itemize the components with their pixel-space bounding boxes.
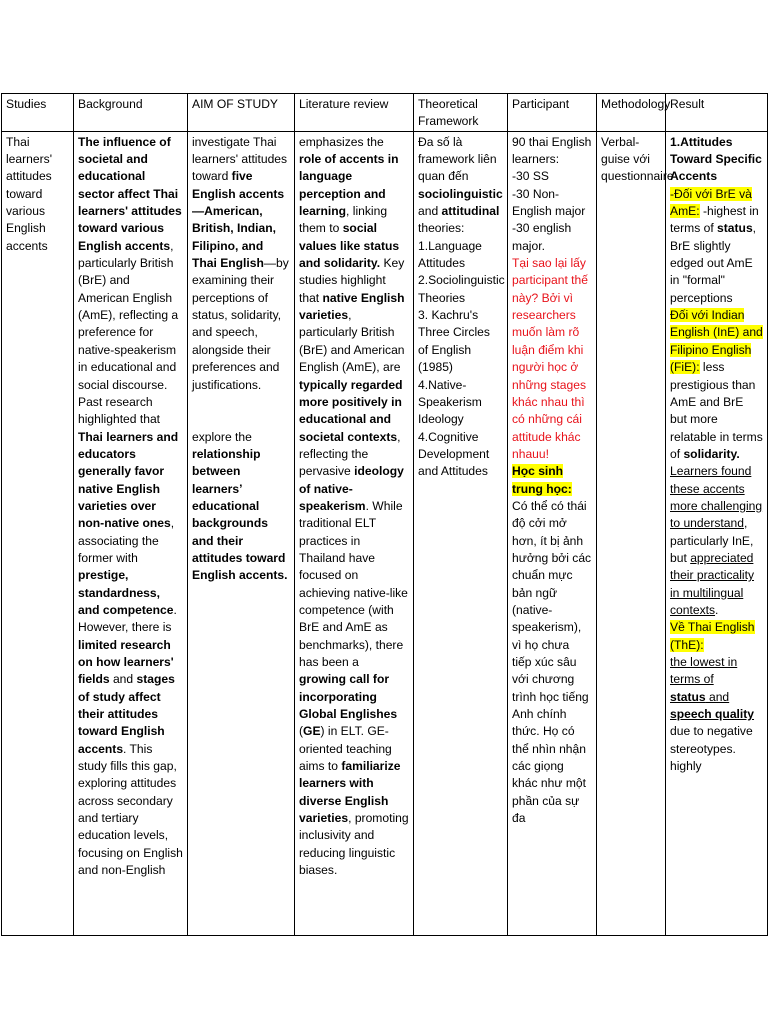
text-run: (	[299, 724, 304, 739]
text-run: emphasizes the	[299, 134, 384, 149]
cell-background	[74, 131, 188, 935]
cell-participant	[508, 131, 597, 935]
text-run: ,	[752, 221, 757, 236]
header-background: Background	[74, 94, 188, 132]
text-run: Key studies highlight that	[299, 256, 405, 305]
text-run: less prestigious than AmE and BrE but more relatable in terms of	[670, 360, 763, 461]
text-run: native English varieties	[299, 290, 405, 323]
participant-line: -30 SS	[512, 169, 549, 184]
text-run: ideology of native-speakerism	[299, 464, 404, 513]
text-run: status	[670, 689, 706, 704]
cell-literature-review	[295, 131, 414, 935]
header-literature-review: Literature review	[295, 94, 414, 132]
text-run: Đa số là framework liên quan đến	[418, 134, 497, 184]
text-run: familiarize learners with diverse English varieties	[299, 759, 401, 826]
cell-result	[666, 131, 768, 935]
text-run: . While traditional ELT practices in Thailand have focused on achieving native-like competence (with BrE and AmE as benchmarks), there has been a	[299, 498, 408, 669]
header-methodology: Methodology	[597, 94, 666, 132]
text-run: relationship between learners’ educational backgrounds and their attitudes toward English accents.	[192, 446, 288, 583]
header-result: Result	[666, 94, 768, 132]
text-run: sociolinguistic	[418, 186, 503, 201]
theoretical-intro	[418, 134, 503, 238]
text-run: , particularly InE, but	[670, 516, 754, 565]
text-run: investigate Thai learners' attitudes toward	[192, 134, 288, 184]
background-text	[78, 134, 183, 880]
participant-line: -30 english major.	[512, 221, 572, 253]
text-run: Learners found these accents more challenging to understand	[670, 464, 763, 531]
text-run: due to negative stereotypes. highly	[670, 724, 753, 774]
table-row	[2, 131, 768, 935]
text-run: , particularly British (BrE) and American English (AmE), are	[299, 308, 405, 375]
cell-methodology	[597, 131, 674, 935]
text-run: stages of study affect their attitudes toward English accents	[78, 672, 175, 756]
summary-table	[1, 93, 768, 936]
cell-studies	[2, 131, 74, 935]
text-run: role of accents in language perception and learning	[299, 152, 399, 219]
text-run: -Đối với BrE và AmE:	[670, 186, 752, 219]
text-run: , associating the former with	[78, 516, 175, 565]
theory-item: 4.Cognitive Development and Attitudes	[418, 429, 490, 479]
result-text	[670, 134, 763, 776]
text-run: limited research on how learners' fields	[78, 637, 174, 687]
text-run: Thai learners and educators generally favor native English varieties over non-native ones	[78, 429, 179, 531]
text-run: appreciated their practicality in multilingual contexts	[670, 550, 755, 617]
text-run: —by examining their perceptions of status, solidarity, and speech, alongside their preferences and justifications.	[192, 256, 289, 392]
text-run: explore the	[192, 429, 252, 444]
text-run: prestige, standardness, and competence	[78, 568, 174, 617]
text-run: Đối với Indian English (InE) and Filipino English (FiE):	[670, 308, 763, 375]
text-run: social values like status and solidarity.	[299, 221, 400, 271]
text-run: theories:	[418, 221, 465, 236]
header-participant: Participant	[508, 94, 597, 132]
text-run: and	[418, 204, 442, 219]
text-run: speech quality	[670, 707, 755, 722]
text-run: and	[109, 672, 137, 687]
header-studies: Studies	[2, 94, 74, 132]
text-run: , linking them to	[299, 204, 388, 236]
header-theoretical-framework: Theoretical Framework	[414, 94, 508, 132]
text-run: attitudinal	[441, 204, 500, 219]
theory-item: 1.Language Attitudes	[418, 238, 482, 271]
text-run: GE	[303, 724, 321, 739]
text-run: the lowest in terms of	[670, 655, 738, 687]
text-run: and	[705, 689, 730, 704]
theory-item: 4.Native-Speakerism Ideology	[418, 377, 482, 427]
text-run: growing call for incorporating Global Englishes	[299, 672, 398, 722]
header-aim: AIM OF STUDY	[188, 94, 295, 132]
text-run: . However, there is	[78, 602, 177, 635]
text-run: five English accents—American, British, Indian, Filipino, and Thai English	[192, 169, 285, 271]
text-run: , promoting inclusivity and reducing linguistic biases.	[299, 811, 409, 878]
participant-heading: Học sinh trung học:	[512, 464, 572, 496]
text-run: . This study fills this gap, exploring attitudes across secondary and tertiary education levels, focusing on English and non-English	[78, 741, 183, 878]
text-run: The influence of societal and educational sector affect Thai learners' attitudes toward various English accents	[78, 134, 182, 253]
text-run: Về Thai English (ThE):	[670, 620, 755, 652]
text-run: , particularly British (BrE) and American English (AmE), reflecting a preference for native-speakerism in educational and social discourse. Past research highlighted that	[78, 238, 179, 427]
text-run: BrE slightly edged out AmE in "formal" perceptions	[670, 238, 753, 305]
text-run: 1.Attitudes Toward Specific Accents	[670, 134, 762, 184]
text-run: , reflecting the pervasive	[299, 429, 401, 479]
text-run: ) in ELT. GE-oriented teaching aims to	[299, 724, 392, 774]
aim-paragraph-1	[192, 134, 290, 394]
theory-item: 2.Sociolinguistic Theories	[418, 273, 505, 305]
header-row	[2, 94, 768, 132]
text-run: typically regarded more positively in educational and societal contexts	[299, 377, 403, 444]
theory-item: 3. Kachru's Three Circles of English (1985)	[418, 308, 490, 375]
cell-theoretical-framework	[414, 131, 508, 935]
text-run: .	[715, 602, 719, 617]
participant-line: 90 thai English learners:	[512, 134, 592, 167]
participant-question: Tại sao lại lấy participant thế này? Bởi vì researchers muốn làm rõ luận điểm khi người học ở những stages khác nhau thì có những cái attitude khác nhauu!	[512, 256, 588, 461]
cell-aim	[188, 131, 295, 935]
text-run: -highest in terms of	[670, 204, 759, 236]
methodology-text: Verbal-guise với questionnaire	[601, 134, 674, 184]
aim-paragraph-2	[192, 429, 290, 585]
text-run: solidarity.	[683, 446, 740, 461]
studies-text: Thai learners' attitudes toward various English accents	[6, 134, 53, 253]
text-run: status	[717, 221, 753, 236]
participant-line: -30 Non-English major	[512, 186, 586, 219]
participant-body: Có thể có thái độ cởi mở hơn, ít bị ảnh hưởng bởi các chuẩn mực bản ngữ (native-speakerism), vì họ chưa tiếp xúc sâu với chương trình học tiếng Anh chính thức. Họ có thể nhìn nhận các giọng khác như một phần của sự đa	[512, 498, 592, 826]
literature-text	[299, 134, 409, 880]
